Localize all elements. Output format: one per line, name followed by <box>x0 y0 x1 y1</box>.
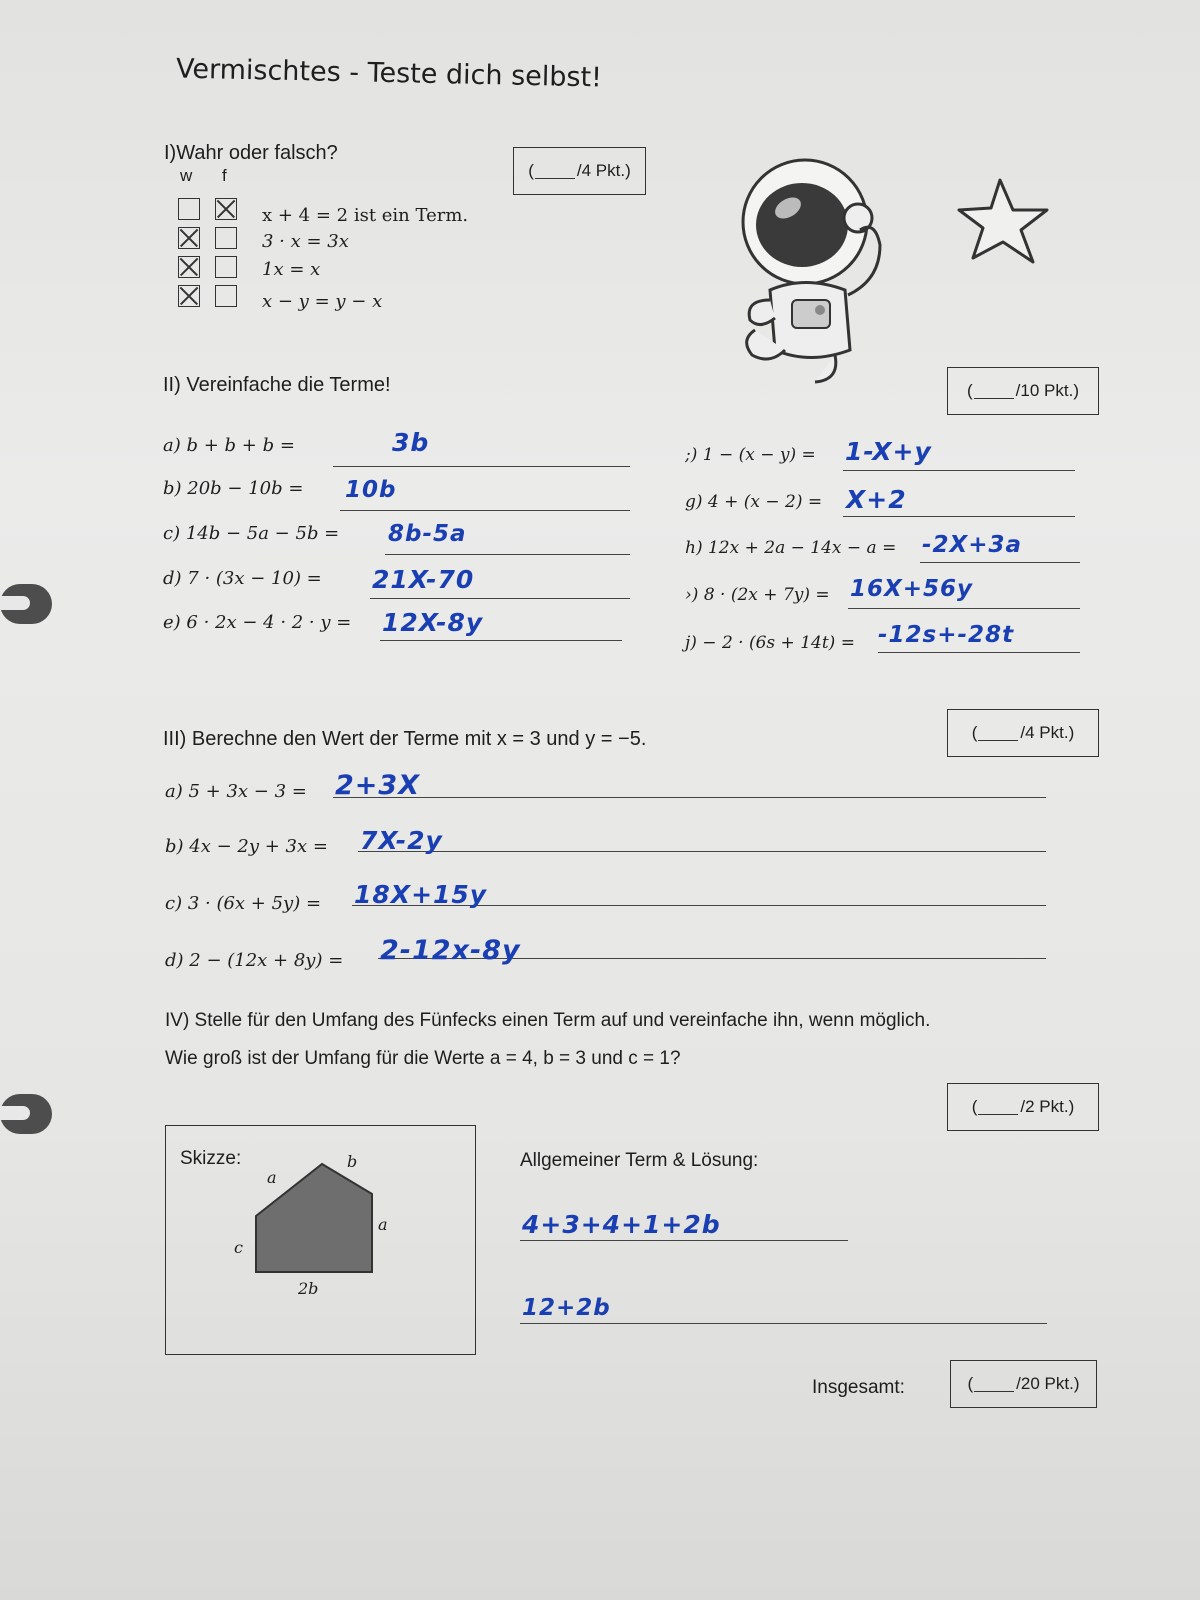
answer-line <box>370 598 630 599</box>
side-label-2b-bottom: 2b <box>298 1279 319 1298</box>
column-f-label: f <box>222 166 227 185</box>
answer-2b: 10b <box>345 477 397 503</box>
answer-4-result: 12+2b <box>522 1295 611 1321</box>
section4-line2: Wie groß ist der Umfang für die Werte a = 4, b = 3 und c = 1? <box>165 1048 681 1069</box>
task2e: e) 6 · 2x − 4 · 2 · y = <box>163 612 352 633</box>
statement-2: 3 · x = 3x <box>262 231 349 252</box>
binder-ring <box>0 1094 52 1134</box>
total-label: Insgesamt: <box>812 1377 905 1398</box>
answer-line <box>333 797 1046 798</box>
checkbox-f-4[interactable] <box>215 285 237 307</box>
answer-2d: 21X-70 <box>372 565 475 594</box>
checkbox-w-1[interactable] <box>178 198 200 220</box>
task2j: j) − 2 · (6s + 14t) = <box>685 633 855 653</box>
term-label: Allgemeiner Term & Lösung: <box>520 1150 759 1171</box>
statement-4: x − y = y − x <box>262 291 383 312</box>
answer-line <box>848 608 1080 609</box>
task2a: a) b + b + b = <box>163 435 295 456</box>
section4-points-box: ( /2 Pkt.) <box>947 1083 1099 1131</box>
section2-points: /10 Pkt.) <box>1015 381 1079 400</box>
task2f: ;) 1 − (x − y) = <box>685 445 816 465</box>
task3c: c) 3 · (6x + 5y) = <box>165 893 322 914</box>
answer-line <box>520 1240 848 1241</box>
side-label-a-left: a <box>267 1168 277 1187</box>
task3b: b) 4x − 2y + 3x = <box>165 836 328 857</box>
sketch-label: Skizze: <box>180 1148 242 1169</box>
checkbox-w-3[interactable] <box>178 256 200 278</box>
answer-2g: X+2 <box>846 485 907 514</box>
binder-ring <box>0 584 52 624</box>
total-points-box: ( /20 Pkt.) <box>950 1360 1097 1408</box>
answer-line <box>878 652 1080 653</box>
checkbox-w-2[interactable] <box>178 227 200 249</box>
answer-4-term: 4+3+4+1+2b <box>522 1210 721 1239</box>
checkbox-f-1[interactable] <box>215 198 237 220</box>
task2d: d) 7 · (3x − 10) = <box>163 568 322 589</box>
answer-line <box>333 466 630 467</box>
section2-points-box: ( /10 Pkt.) <box>947 367 1099 415</box>
answer-2c: 8b-5a <box>388 521 467 547</box>
section3-heading: III) Berechne den Wert der Terme mit x = 3 und y = −5. <box>163 728 647 750</box>
side-label-a-right: a <box>378 1215 388 1234</box>
task2g: g) 4 + (x − 2) = <box>685 492 823 512</box>
task3d: d) 2 − (12x + 8y) = <box>165 950 344 971</box>
answer-2e: 12X-8y <box>382 608 484 637</box>
task2h: h) 12x + 2a − 14x − a = <box>685 538 897 558</box>
section4-points: /2 Pkt.) <box>1020 1097 1075 1116</box>
column-w-label: w <box>180 166 193 185</box>
checkbox-w-4[interactable] <box>178 285 200 307</box>
answer-line <box>340 510 630 511</box>
task2b: b) 20b − 10b = <box>163 478 304 499</box>
answer-2f: 1-X+y <box>845 437 932 466</box>
answer-3a: 2+3X <box>335 770 421 801</box>
answer-line <box>843 470 1075 471</box>
checkbox-f-3[interactable] <box>215 256 237 278</box>
answer-2a: 3b <box>392 428 430 457</box>
task2i: ›) 8 · (2x + 7y) = <box>685 585 830 605</box>
checkbox-f-2[interactable] <box>215 227 237 249</box>
star-icon <box>955 172 1065 270</box>
side-label-b-top: b <box>347 1152 358 1171</box>
statement-3: 1x = x <box>262 259 321 280</box>
statement-1: x + 4 = 2 ist ein Term. <box>262 205 469 226</box>
section4-line1: IV) Stelle für den Umfang des Fünfecks einen Term auf und vereinfache ihn, wenn möglich. <box>165 1010 931 1031</box>
answer-line <box>520 1323 1047 1324</box>
section1-points: /4 Pkt.) <box>576 161 631 180</box>
answer-line <box>385 554 630 555</box>
astronaut-icon <box>730 150 900 395</box>
section1-heading: I)Wahr oder falsch? <box>164 142 338 164</box>
answer-line <box>920 562 1080 563</box>
answer-3c: 18X+15y <box>354 880 488 909</box>
task3a: a) 5 + 3x − 3 = <box>165 781 307 802</box>
section1-points-box: ( /4 Pkt.) <box>513 147 646 195</box>
answer-line <box>843 516 1075 517</box>
section2-heading: II) Vereinfache die Terme! <box>163 374 391 396</box>
answer-line <box>358 851 1046 852</box>
answer-3b: 7X-2y <box>360 826 443 855</box>
answer-2i: 16X+56y <box>850 576 974 602</box>
answer-3d: 2-12x-8y <box>380 935 521 966</box>
page-title: Vermischtes - Teste dich selbst! <box>175 53 603 94</box>
section3-points-box: ( /4 Pkt.) <box>947 709 1099 757</box>
total-points: /20 Pkt.) <box>1016 1374 1080 1393</box>
answer-2h: -2X+3a <box>922 532 1023 558</box>
task2c: c) 14b − 5a − 5b = <box>163 523 340 544</box>
side-label-c-left: c <box>234 1238 243 1257</box>
answer-2j: -12s+-28t <box>878 622 1015 648</box>
answer-line <box>380 640 622 641</box>
section3-points: /4 Pkt.) <box>1020 723 1075 742</box>
